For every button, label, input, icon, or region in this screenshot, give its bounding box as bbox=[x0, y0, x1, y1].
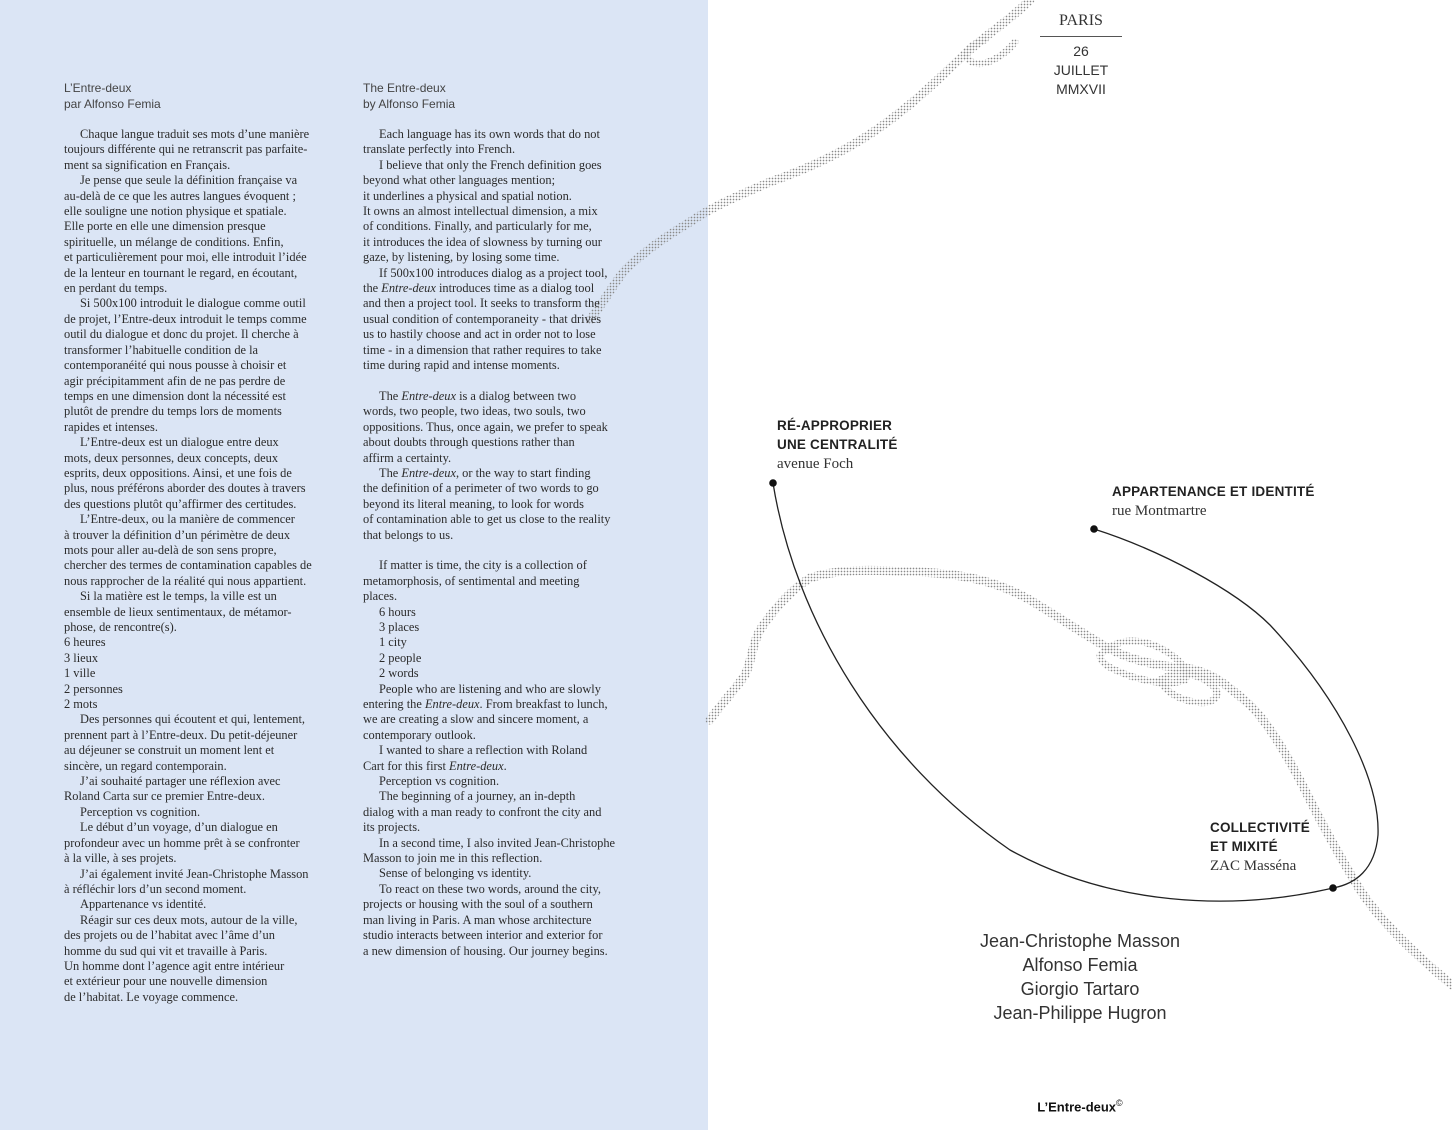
text-line: toujours différente qui ne retranscrit pas parfaite- bbox=[64, 142, 308, 157]
location-avenue-foch bbox=[777, 416, 898, 474]
location-rue-montmartre bbox=[1112, 482, 1315, 521]
text-line: sincère, un regard contemporain. bbox=[64, 758, 227, 773]
text-line: us to hastily choose and act in order not to lose bbox=[363, 327, 596, 342]
text-line: time - in a dimension that rather requires to take bbox=[363, 342, 602, 357]
text-line: des questions plutôt qu’affirmer des certitudes. bbox=[64, 496, 297, 511]
text-line: The beginning of a journey, an in-depth bbox=[379, 789, 576, 804]
text-line: To react on these two words, around the city, bbox=[379, 881, 601, 896]
copyright-mark: © bbox=[1116, 1098, 1123, 1108]
text-line: If 500x100 introduces dialog as a project tool, bbox=[379, 265, 608, 280]
participant-name: Alfonso Femia bbox=[1022, 955, 1138, 975]
text-line: and then a project tool. It seeks to transform the bbox=[363, 296, 600, 311]
text-line: translate perfectly into French. bbox=[363, 142, 516, 157]
text-line: Un homme dont l’agence agit entre intérieur bbox=[64, 958, 285, 973]
text-line: Roland Carta sur ce premier Entre-deux. bbox=[64, 789, 265, 804]
participant-name: Jean-Christophe Masson bbox=[979, 931, 1181, 951]
text-line: ensemble de lieux sentimentaux, de métamor- bbox=[64, 604, 292, 619]
text-line: places. bbox=[363, 589, 398, 604]
text-line: L’Entre-deux est un dialogue entre deux bbox=[80, 435, 279, 450]
text-line: The Entre-deux is a dialog between two bbox=[379, 388, 577, 403]
text-line: au-delà de ce que les autres langues évoquent ; bbox=[64, 188, 296, 203]
text-line: a new dimension of housing. Our journey begins. bbox=[363, 943, 608, 958]
text-line: about doubts through questions rather than bbox=[363, 435, 575, 450]
text-line: phose, de rencontre(s). bbox=[64, 620, 177, 634]
text-line: time during rapid and intense moments. bbox=[363, 358, 560, 373]
text-line: agir précipitamment afin de ne pas perdre de bbox=[64, 373, 286, 388]
text-line: Sense of belonging vs identity. bbox=[379, 866, 532, 881]
text-line: studio interacts between interior and exterior for bbox=[363, 928, 603, 943]
text-line: de la lenteur en tournant le regard, en écoutant, bbox=[64, 265, 298, 280]
marker-avenue-foch bbox=[769, 479, 777, 487]
text-line: it introduces the idea of slowness by turning our bbox=[363, 234, 602, 249]
text-line: des projets ou de l’habitat avec l’âme d’un bbox=[64, 928, 275, 943]
text-line: à trouver la définition d’un périmètre de deux bbox=[64, 527, 291, 542]
text-line: Des personnes qui écoutent et qui, lentement, bbox=[80, 712, 306, 727]
text-line: 2 people bbox=[379, 650, 422, 665]
text-line: words, two people, two ideas, two souls, two bbox=[363, 404, 586, 419]
date-day: 26 bbox=[1073, 43, 1089, 59]
text-line: the Entre-deux introduces time as a dialog tool bbox=[363, 281, 595, 296]
text-line: Si la matière est le temps, la ville est un bbox=[80, 589, 277, 604]
text-line: à réfléchir lors d’un second moment. bbox=[64, 881, 247, 896]
text-line: the definition of a perimeter of two words to go bbox=[363, 481, 599, 496]
french-body bbox=[64, 127, 349, 1005]
date-month: JUILLET bbox=[1053, 62, 1109, 78]
text-line: Masson to join me in this reflection. bbox=[363, 851, 543, 866]
text-line: Je pense que seule la définition française va bbox=[80, 173, 298, 188]
text-line: 2 mots bbox=[64, 697, 98, 712]
date-block bbox=[1040, 12, 1122, 99]
french-author: par Alfonso Femia bbox=[64, 97, 161, 111]
location-title: COLLECTIVITÉ bbox=[1210, 820, 1310, 835]
text-line: profondeur avec un homme prêt à se confronter bbox=[64, 835, 300, 850]
french-header bbox=[64, 80, 349, 112]
location-street: rue Montmartre bbox=[1112, 503, 1207, 519]
text-line: elle souligne une notion physique et spatiale. bbox=[64, 204, 287, 219]
text-line: de l’habitat. Le voyage commence. bbox=[64, 989, 239, 1004]
text-line: of conditions. Finally, and particularly for me, bbox=[363, 219, 592, 234]
text-line: metamorphosis, of sentimental and meeting bbox=[363, 573, 580, 588]
text-line: outil du dialogue et donc du projet. Il cherche à bbox=[64, 327, 299, 342]
text-line: temps en une dimension dont la nécessité est bbox=[64, 388, 286, 403]
text-line: Cart for this first Entre-deux. bbox=[363, 758, 507, 773]
text-line: we are creating a slow and sincere moment, a bbox=[363, 712, 589, 727]
text-line: 1 city bbox=[379, 635, 407, 650]
text-line: People who are listening and who are slowly bbox=[379, 681, 601, 696]
date-city: PARIS bbox=[1040, 12, 1122, 37]
english-header bbox=[363, 80, 653, 112]
text-line: The Entre-deux, or the way to start finding bbox=[379, 465, 591, 480]
text-line: 6 hours bbox=[379, 604, 416, 619]
location-street: avenue Foch bbox=[777, 456, 854, 472]
text-line: J’ai également invité Jean-Christophe Masson bbox=[80, 866, 309, 881]
text-line: Le début d’un voyage, d’un dialogue en bbox=[80, 820, 278, 835]
text-line: Perception vs cognition. bbox=[379, 774, 500, 789]
text-line: I believe that only the French definition goes bbox=[379, 157, 602, 172]
text-line: contemporanéité qui nous pousse à choisir et bbox=[64, 358, 287, 373]
text-line: prennent part à l’Entre-deux. Du petit-déjeuner bbox=[64, 727, 298, 742]
text-line: en perdant du temps. bbox=[64, 281, 168, 296]
text-line: mots pour aller au-delà de son sens propre, bbox=[64, 542, 277, 557]
text-line: esprits, deux oppositions. Ainsi, et une fois de bbox=[64, 465, 292, 480]
text-line: man living in Paris. A man whose architecture bbox=[363, 912, 592, 927]
text-line: 6 heures bbox=[64, 635, 106, 650]
marker-rue-montmartre bbox=[1090, 525, 1098, 533]
text-line: 2 words bbox=[379, 666, 419, 681]
english-text-column bbox=[363, 80, 653, 959]
text-line: homme du sud qui vit et travaille à Paris. bbox=[64, 943, 268, 958]
text-line: L’Entre-deux, ou la manière de commencer bbox=[80, 512, 295, 527]
text-line: Appartenance vs identité. bbox=[80, 897, 207, 912]
text-line: Si 500x100 introduit le dialogue comme outil bbox=[80, 296, 306, 311]
text-line: of contamination able to get us close to the reality bbox=[363, 512, 611, 527]
text-line: plus, nous préférons aborder des doutes à travers bbox=[64, 481, 306, 496]
french-title: L’Entre-deux bbox=[64, 81, 132, 95]
date-year: MMXVII bbox=[1056, 81, 1106, 97]
text-line: oppositions. Thus, once again, we prefer to speak bbox=[363, 419, 608, 434]
text-line: chercher des termes de contamination capables de bbox=[64, 558, 312, 573]
text-line: au déjeuner se construit un moment lent et bbox=[64, 743, 275, 758]
text-line: Chaque langue traduit ses mots d’une manière bbox=[80, 127, 310, 141]
text-line: mots, deux personnes, deux concepts, deux bbox=[64, 450, 279, 465]
participant-name: Giorgio Tartaro bbox=[1020, 979, 1140, 999]
text-line: et particulièrement pour moi, elle introduit l’idée bbox=[64, 250, 307, 265]
text-line: 1 ville bbox=[64, 666, 96, 681]
text-line: et extérieur pour une nouvelle dimension bbox=[64, 974, 268, 989]
text-line: gaze, by listening, by losing some time. bbox=[363, 250, 560, 265]
text-line: 3 places bbox=[379, 619, 420, 634]
english-body bbox=[363, 127, 653, 959]
text-line: Elle porte en elle une dimension presque bbox=[64, 219, 266, 234]
location-title: RÉ-APPROPRIER bbox=[777, 418, 893, 433]
text-line: rapides et intenses. bbox=[64, 419, 158, 434]
text-line: Perception vs cognition. bbox=[80, 804, 201, 819]
text-line: that belongs to us. bbox=[363, 527, 454, 542]
text-line: In a second time, I also invited Jean-Christophe bbox=[379, 835, 616, 850]
text-line: 2 personnes bbox=[64, 681, 123, 696]
text-line: Réagir sur ces deux mots, autour de la ville, bbox=[80, 912, 298, 927]
text-line: usual condition of contemporaneity - that drives bbox=[363, 311, 602, 326]
text-line: beyond its literal meaning, to look for words bbox=[363, 496, 584, 511]
text-line: plutôt de prendre du temps lors de moments bbox=[64, 404, 282, 419]
text-line: à la ville, à ses projets. bbox=[64, 851, 177, 866]
date-lines bbox=[1040, 42, 1122, 99]
text-line: spirituelle, un mélange de conditions. Enfin, bbox=[64, 234, 284, 249]
text-line: 3 lieux bbox=[64, 650, 99, 665]
text-line: it underlines a physical and spatial notion. bbox=[363, 188, 572, 203]
participant-name: Jean-Philippe Hugron bbox=[993, 1003, 1167, 1023]
text-line: its projects. bbox=[363, 820, 421, 835]
english-title: The Entre-deux bbox=[363, 81, 446, 95]
text-line: nous rapprocher de la réalité qui nous appartient. bbox=[64, 573, 307, 588]
text-line: dialog with a man ready to confront the city and bbox=[363, 804, 602, 819]
footer-name: L’Entre-deux bbox=[1037, 1099, 1117, 1115]
text-line: de projet, l’Entre-deux introduit le temps comme bbox=[64, 311, 307, 326]
text-line: I wanted to share a reflection with Roland bbox=[379, 743, 588, 758]
location-title: APPARTENANCE ET IDENTITÉ bbox=[1112, 484, 1315, 499]
location-zac-massena bbox=[1210, 818, 1310, 876]
participants-list bbox=[950, 929, 1210, 1025]
text-line: entering the Entre-deux. From breakfast to lunch, bbox=[363, 697, 608, 711]
text-line: It owns an almost intellectual dimension, a mix bbox=[363, 204, 598, 219]
text-line: J’ai souhaité partager une réflexion avec bbox=[80, 774, 281, 789]
location-title: ET MIXITÉ bbox=[1210, 839, 1278, 854]
english-author: by Alfonso Femia bbox=[363, 97, 456, 111]
footer-logo bbox=[1000, 1098, 1160, 1114]
french-text-column bbox=[64, 80, 349, 1005]
text-line: Each language has its own words that do not bbox=[379, 127, 600, 141]
text-line: beyond what other languages mention; bbox=[363, 173, 556, 188]
text-line: projects or housing with the soul of a southern bbox=[363, 897, 593, 912]
location-street: ZAC Masséna bbox=[1210, 858, 1297, 874]
text-line: If matter is time, the city is a collection of bbox=[379, 558, 587, 573]
text-line: contemporary outlook. bbox=[363, 727, 476, 742]
text-line: transformer l’habituelle condition de la bbox=[64, 342, 259, 357]
river-path bbox=[590, 0, 1452, 985]
text-line: affirm a certainty. bbox=[363, 450, 452, 465]
location-title: UNE CENTRALITÉ bbox=[777, 437, 898, 452]
marker-zac-massena bbox=[1329, 884, 1337, 892]
text-line: ment sa signification en Français. bbox=[64, 157, 231, 172]
